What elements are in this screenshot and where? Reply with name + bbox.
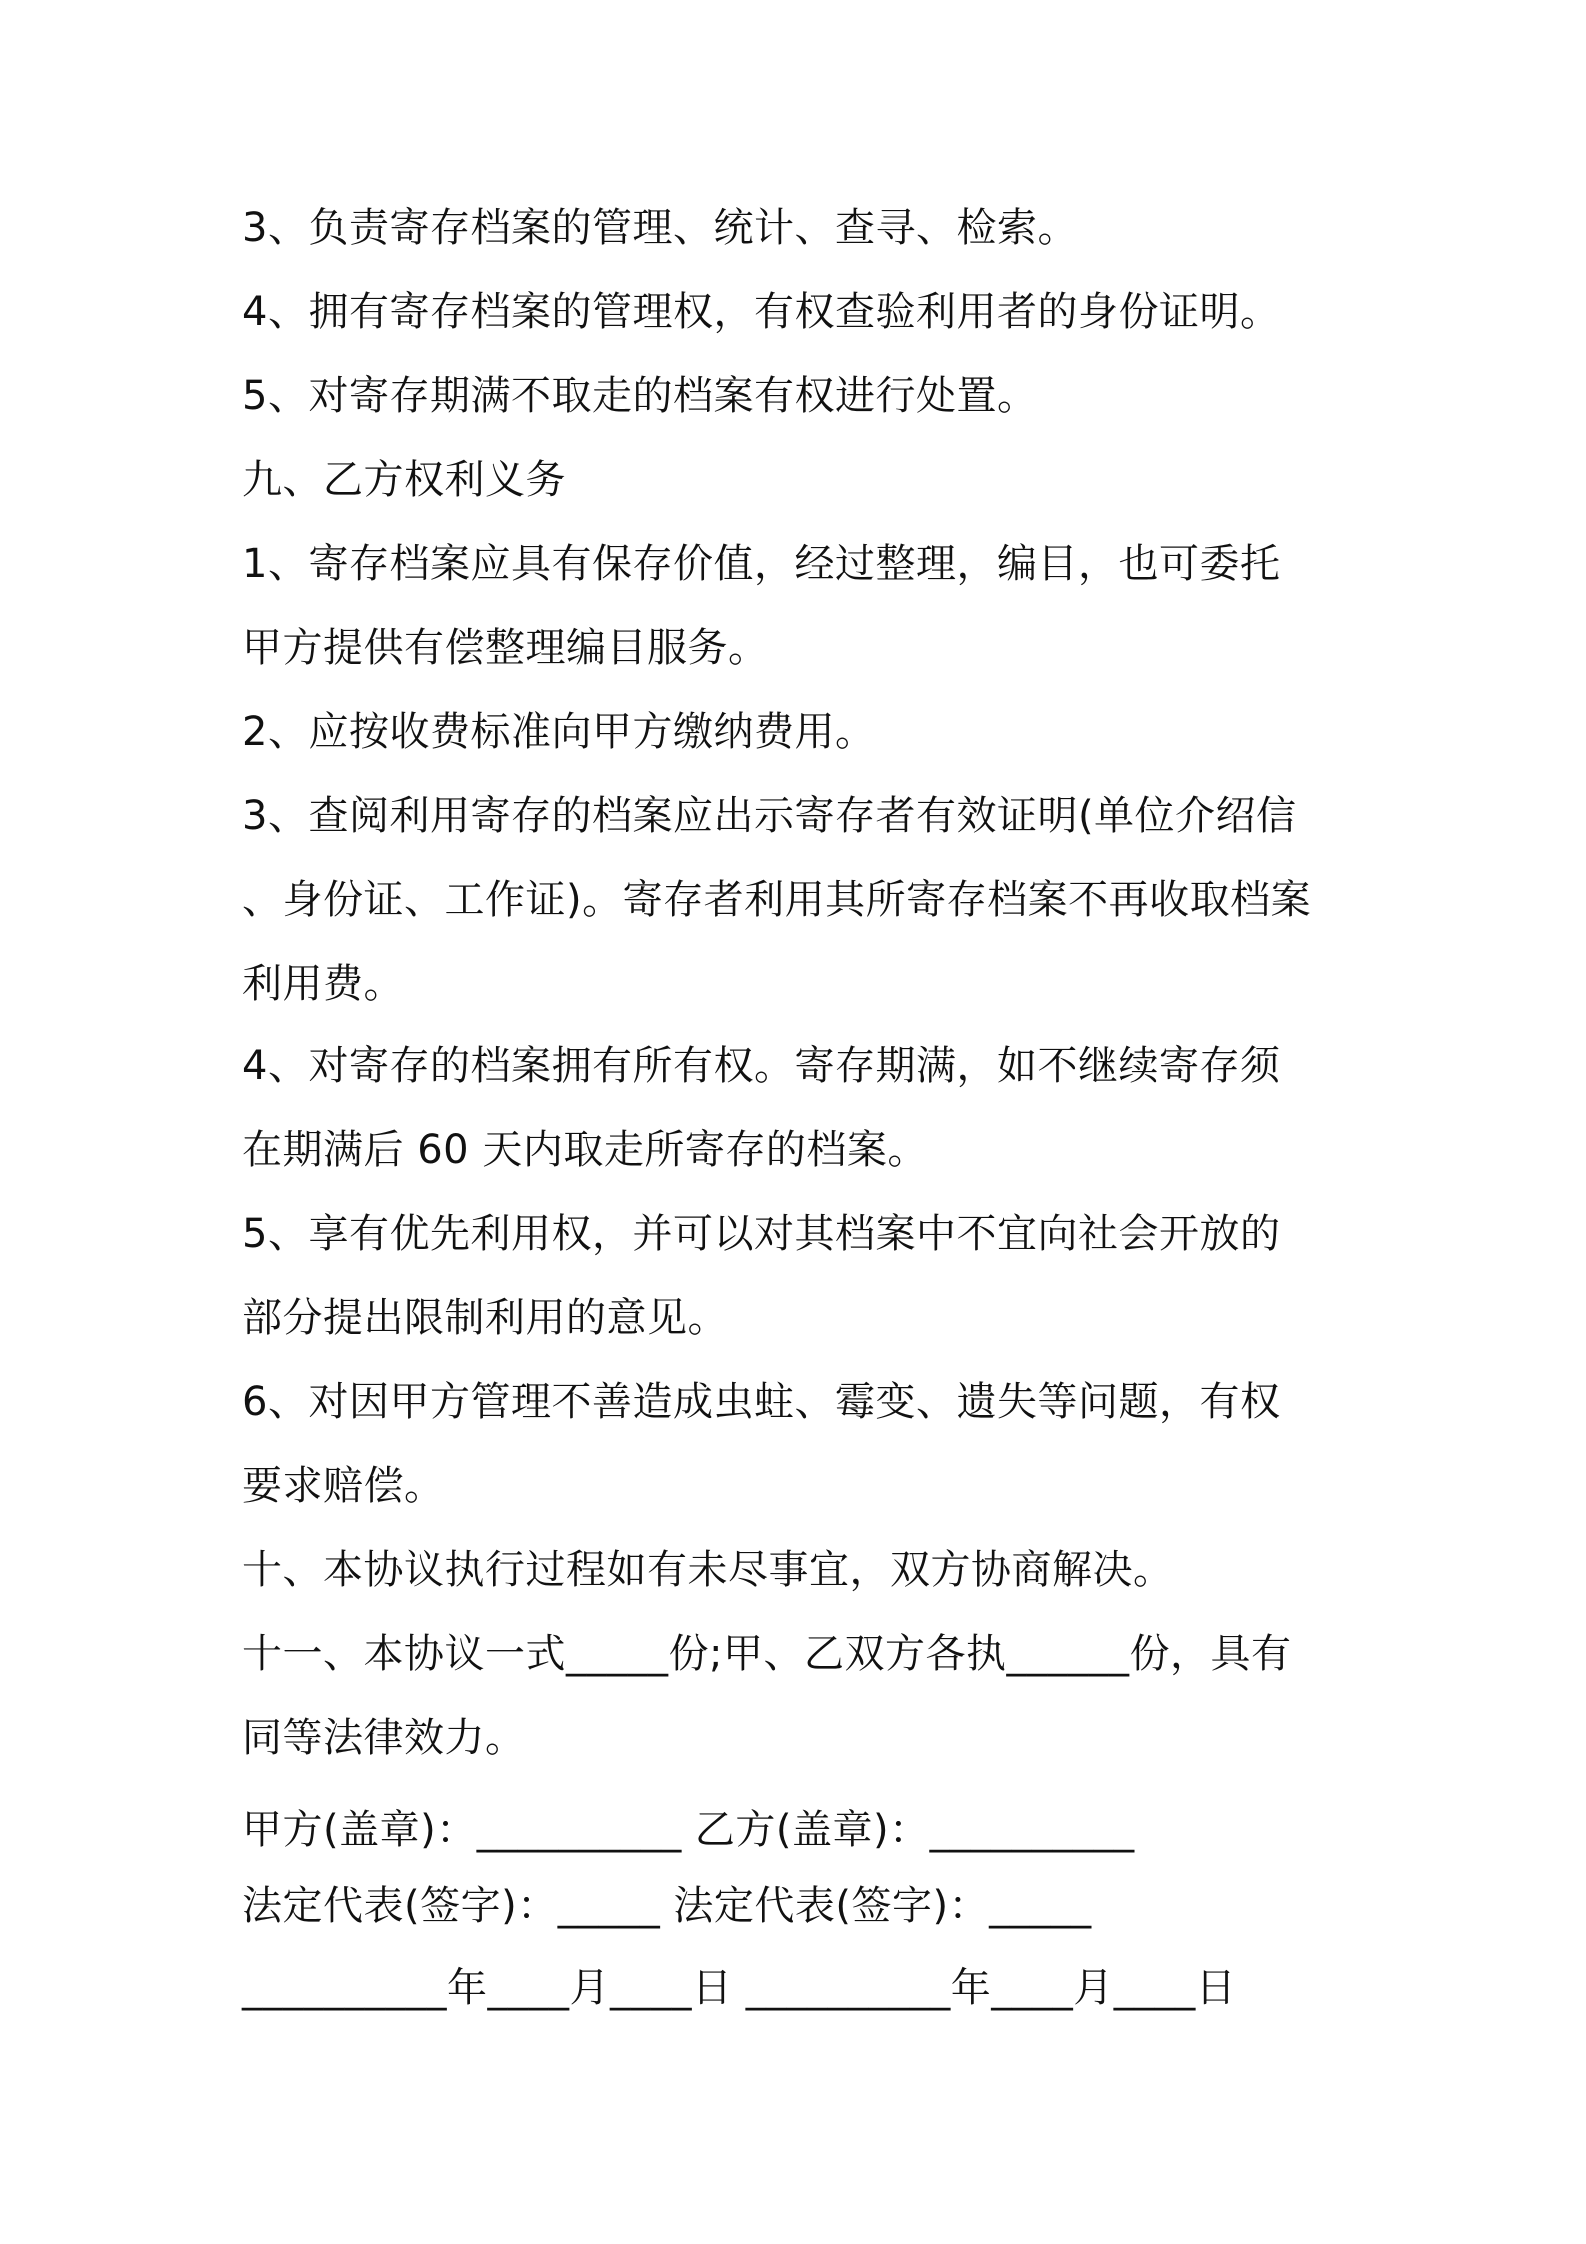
- clause-b-1-line-1: 1、寄存档案应具有保存价值，经过整理，编目，也可委托: [242, 541, 1281, 587]
- clause-a-5: 5、对寄存期满不取走的档案有权进行处置。: [242, 373, 1038, 419]
- clause-b-2: 2、应按收费标准向甲方缴纳费用。: [242, 709, 876, 755]
- clause-b-6-line-1: 6、对因甲方管理不善造成虫蛀、霉变、遗失等问题，有权: [242, 1379, 1281, 1425]
- section-heading-9: 九、乙方权利义务: [242, 457, 566, 503]
- clause-b-3-line-2: 、身份证、工作证)。寄存者利用其所寄存档案不再收取档案: [242, 877, 1312, 923]
- clause-b-6-line-2: 要求赔偿。: [242, 1463, 445, 1509]
- clause-b-4-line-1: 4、对寄存的档案拥有所有权。寄存期满，如不继续寄存须: [242, 1043, 1281, 1089]
- clause-b-1-line-2: 甲方提供有偿整理编目服务。: [242, 625, 769, 671]
- clause-a-3: 3、负责寄存档案的管理、统计、查寻、检索。: [242, 205, 1078, 251]
- clause-b-3-line-1: 3、查阅利用寄存的档案应出示寄存者有效证明(单位介绍信: [242, 793, 1297, 839]
- clause-b-5-line-1: 5、享有优先利用权，并可以对其档案中不宜向社会开放的: [242, 1211, 1281, 1257]
- signature-date-line: __________年____月____日 __________年____月____日: [242, 1965, 1237, 2011]
- signature-representative-line: 法定代表(签字)：_____ 法定代表(签字)：_____: [242, 1883, 1092, 1929]
- section-10: 十、本协议执行过程如有未尽事宜，双方协商解决。: [242, 1547, 1174, 1593]
- section-11-line-1: 十一、本协议一式_____份;甲、乙双方各执______份，具有: [242, 1631, 1292, 1677]
- clause-a-4: 4、拥有寄存档案的管理权，有权查验利用者的身份证明。: [242, 289, 1281, 335]
- clause-b-3-line-3: 利用费。: [242, 961, 404, 1007]
- clause-b-4-line-2: 在期满后 60 天内取走所寄存的档案。: [242, 1127, 928, 1173]
- clause-b-5-line-2: 部分提出限制利用的意见。: [242, 1295, 728, 1341]
- signature-seal-line: 甲方(盖章)：__________ 乙方(盖章)：__________: [242, 1807, 1135, 1853]
- section-11-line-2: 同等法律效力。: [242, 1715, 526, 1761]
